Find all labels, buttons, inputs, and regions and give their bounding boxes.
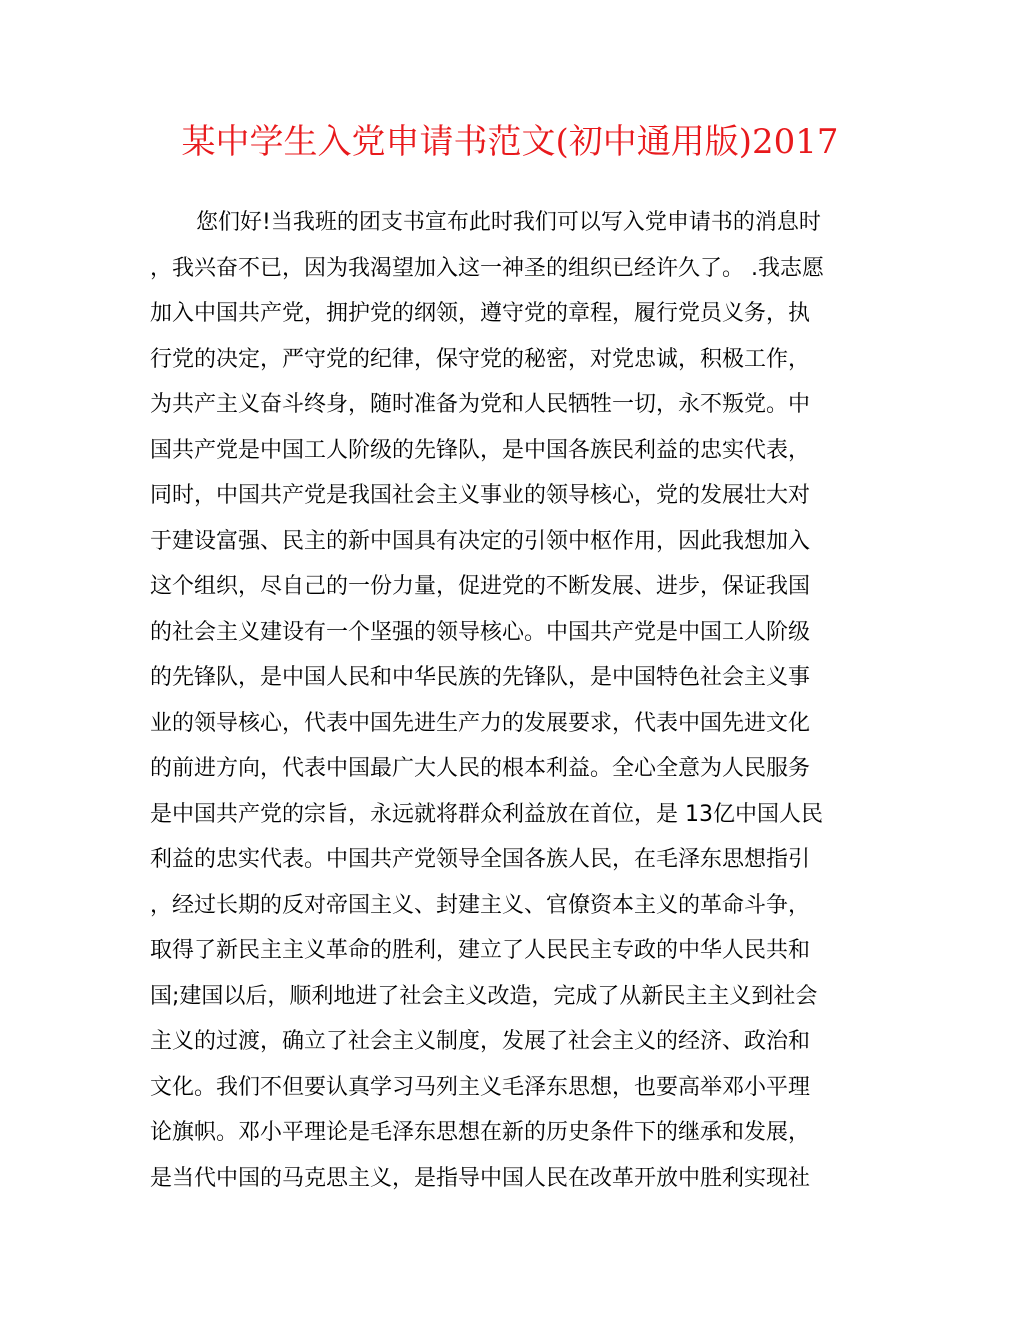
body-line: 利益的忠实代表。中国共产党领导全国各族人民，在毛泽东思想指引 xyxy=(150,847,811,872)
body-line: 论旗帜。邓小平理论是毛泽东思想在新的历史条件下的继承和发展， xyxy=(150,1120,811,1145)
document-body xyxy=(150,200,865,1201)
body-line: 的先锋队，是中国人民和中华民族的先锋队，是中国特色社会主义事 xyxy=(150,665,811,690)
body-line: 业的领导核心，代表中国先进生产力的发展要求，代表中国先进文化 xyxy=(150,710,811,736)
body-line: 国共产党是中国工人阶级的先锋队，是中国各族民利益的忠实代表， xyxy=(150,437,811,463)
body-line: 文化。我们不但要认真学习马列主义毛泽东思想，也要高举邓小平理 xyxy=(150,1074,811,1100)
body-line: 是中国共产党的宗旨，永远就将群众利益放在首位，是 13亿中国人民 xyxy=(150,801,823,827)
body-line: 行党的决定，严守党的纪律，保守党的秘密，对党忠诚，积极工作， xyxy=(150,346,811,372)
body-line: ，经过长期的反对帝国主义、封建主义、官僚资本主义的革命斗争， xyxy=(150,892,811,918)
body-line: 同时，中国共产党是我国社会主义事业的领导核心，党的发展壮大对 xyxy=(150,483,811,508)
body-line: 是当代中国的马克思主义，是指导中国人民在改革开放中胜利实现社 xyxy=(150,1165,811,1191)
body-line: 您们好!当我班的团支书宣布此时我们可以写入党申请书的消息时 xyxy=(196,210,821,235)
body-line: 的前进方向，代表中国最广大人民的根本利益。全心全意为人民服务 xyxy=(150,756,811,781)
body-line: ，我兴奋不已，因为我渴望加入这一神圣的组织已经许久了。 .我志愿 xyxy=(150,255,824,281)
body-line: 国;建国以后，顺利地进了社会主义改造，完成了从新民主主义到社会 xyxy=(150,983,818,1009)
body-line: 主义的过渡，确立了社会主义制度，发展了社会主义的经济、政治和 xyxy=(150,1029,811,1054)
body-line: 加入中国共产党，拥护党的纲领，遵守党的章程，履行党员义务，执 xyxy=(150,301,811,326)
body-line: 的社会主义建设有一个坚强的领导核心。中国共产党是中国工人阶级 xyxy=(150,619,811,645)
body-line: 取得了新民主主义革命的胜利，建立了人民民主专政的中华人民共和 xyxy=(150,938,811,963)
body-line: 这个组织，尽自己的一份力量，促进党的不断发展、进步，保证我国 xyxy=(150,574,811,599)
document-title: 某中学生入党申请书范文(初中通用版)2017 xyxy=(181,122,839,162)
body-line: 于建设富强、民主的新中国具有决定的引领中枢作用，因此我想加入 xyxy=(150,528,811,554)
body-line: 为共产主义奋斗终身，随时准备为党和人民牺牲一切，永不叛党。中 xyxy=(150,392,811,417)
